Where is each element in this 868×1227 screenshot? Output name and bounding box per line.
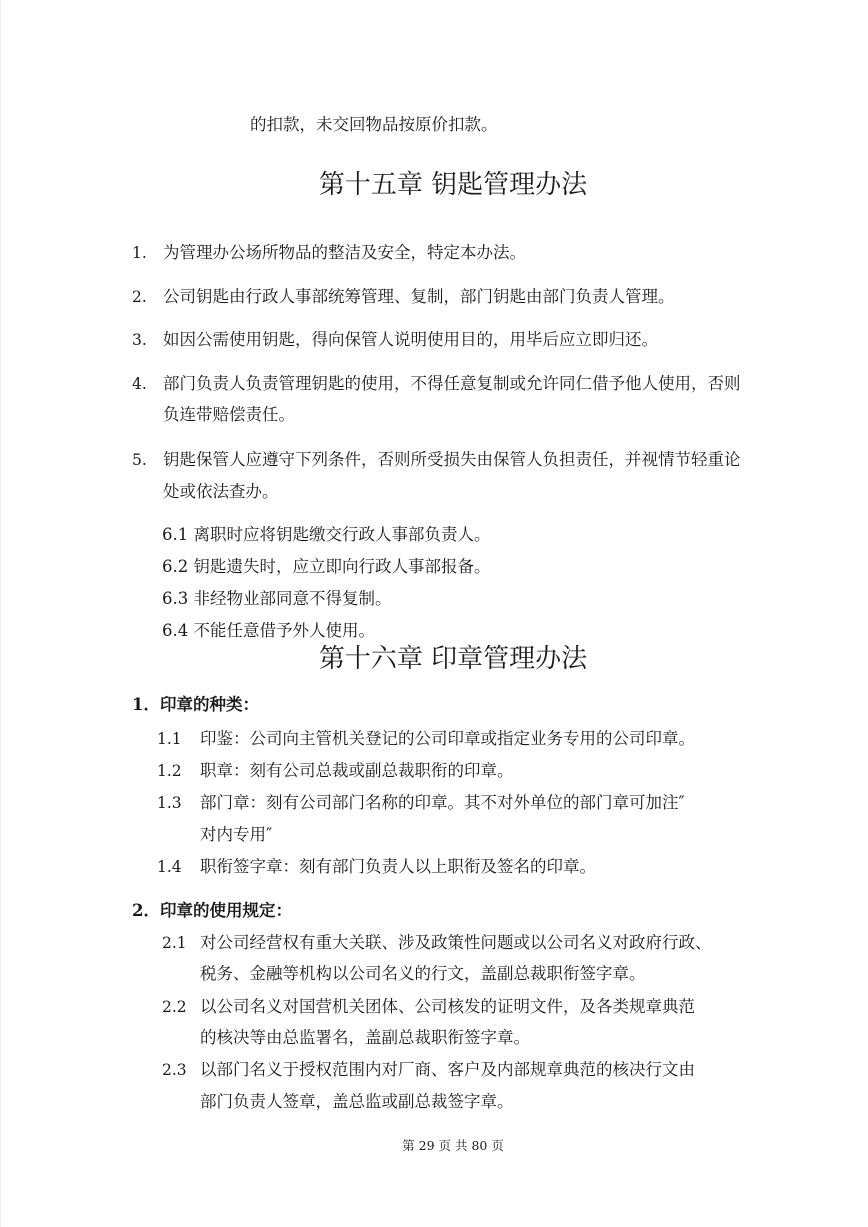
item-number: 2.2 <box>162 998 187 1016</box>
list-item: 钥匙保管人应遵守下列条件，否则所受损失由保管人负担责任，并视情节轻重论 <box>163 450 741 469</box>
list-item-continuation: 处或依法查办。 <box>163 482 279 501</box>
item-number: 1.3 <box>157 794 182 812</box>
list-item: 对公司经营权有重大关联、涉及政策性问题或以公司名义对政府行政、 <box>200 933 712 952</box>
item-number: 5. <box>132 451 147 469</box>
list-item: 部门负责人负责管理钥匙的使用，不得任意复制或允许同仁借予他人使用，否则 <box>163 374 741 393</box>
sub-item: 6.1 离职时应将钥匙缴交行政人事部负责人。 <box>162 525 491 544</box>
item-number: 4. <box>132 375 147 393</box>
intro-text: 的扣款，未交回物品按原价扣款。 <box>250 115 498 134</box>
section-heading: 1．印章的种类： <box>132 695 259 714</box>
sub-item: 6.3 非经物业部同意不得复制。 <box>162 589 392 608</box>
list-item-continuation: 的核决等由总监署名，盖副总裁职衔签字章。 <box>200 1028 530 1047</box>
list-item-continuation: 负连带赔偿责任。 <box>163 405 295 424</box>
list-item: 以公司名义对国营机关团体、公司核发的证明文件，及各类规章典范 <box>200 997 695 1016</box>
item-number: 1.2 <box>157 762 182 780</box>
sub-item: 6.2 钥匙遗失时，应立即向行政人事部报备。 <box>162 557 491 576</box>
item-number: 2.1 <box>162 934 187 952</box>
list-item-continuation: 税务、金融等机构以公司名义的行文，盖副总裁职衔签字章。 <box>200 964 646 983</box>
section-heading: 2．印章的使用规定： <box>132 901 292 920</box>
list-item: 部门章：刻有公司部门名称的印章。其不对外单位的部门章可加注″ <box>200 793 685 812</box>
item-number: 3. <box>132 331 147 349</box>
item-number: 1.1 <box>157 730 182 748</box>
item-number: 2. <box>132 288 147 306</box>
list-item-continuation: 部门负责人签章，盖总监或副总裁签字章。 <box>200 1092 514 1111</box>
list-item-continuation: 对内专用″ <box>200 825 273 844</box>
item-number: 1. <box>132 244 147 262</box>
sub-item: 6.4 不能任意借予外人使用。 <box>162 621 375 640</box>
list-item: 职章：刻有公司总裁或副总裁职衔的印章。 <box>200 761 514 780</box>
list-item: 以部门名义于授权范围内对厂商、客户及内部规章典范的核决行文由 <box>200 1060 695 1079</box>
chapter-16-title: 第十六章 印章管理办法 <box>318 644 588 674</box>
list-item: 公司钥匙由行政人事部统筹管理、复制，部门钥匙由部门负责人管理。 <box>163 287 675 306</box>
list-item: 为管理办公场所物品的整洁及安全，特定本办法。 <box>163 243 526 262</box>
list-item: 印鉴：公司向主管机关登记的公司印章或指定业务专用的公司印章。 <box>200 729 695 748</box>
list-item: 职衔签字章：刻有部门负责人以上职衔及签名的印章。 <box>200 857 596 876</box>
chapter-15-title: 第十五章 钥匙管理办法 <box>318 170 588 200</box>
list-item: 如因公需使用钥匙，得向保管人说明使用目的，用毕后应立即归还。 <box>163 330 658 349</box>
page-footer: 第 29 页 共 80 页 <box>402 1138 504 1153</box>
item-number: 2.3 <box>162 1061 187 1079</box>
item-number: 1.4 <box>157 858 182 876</box>
